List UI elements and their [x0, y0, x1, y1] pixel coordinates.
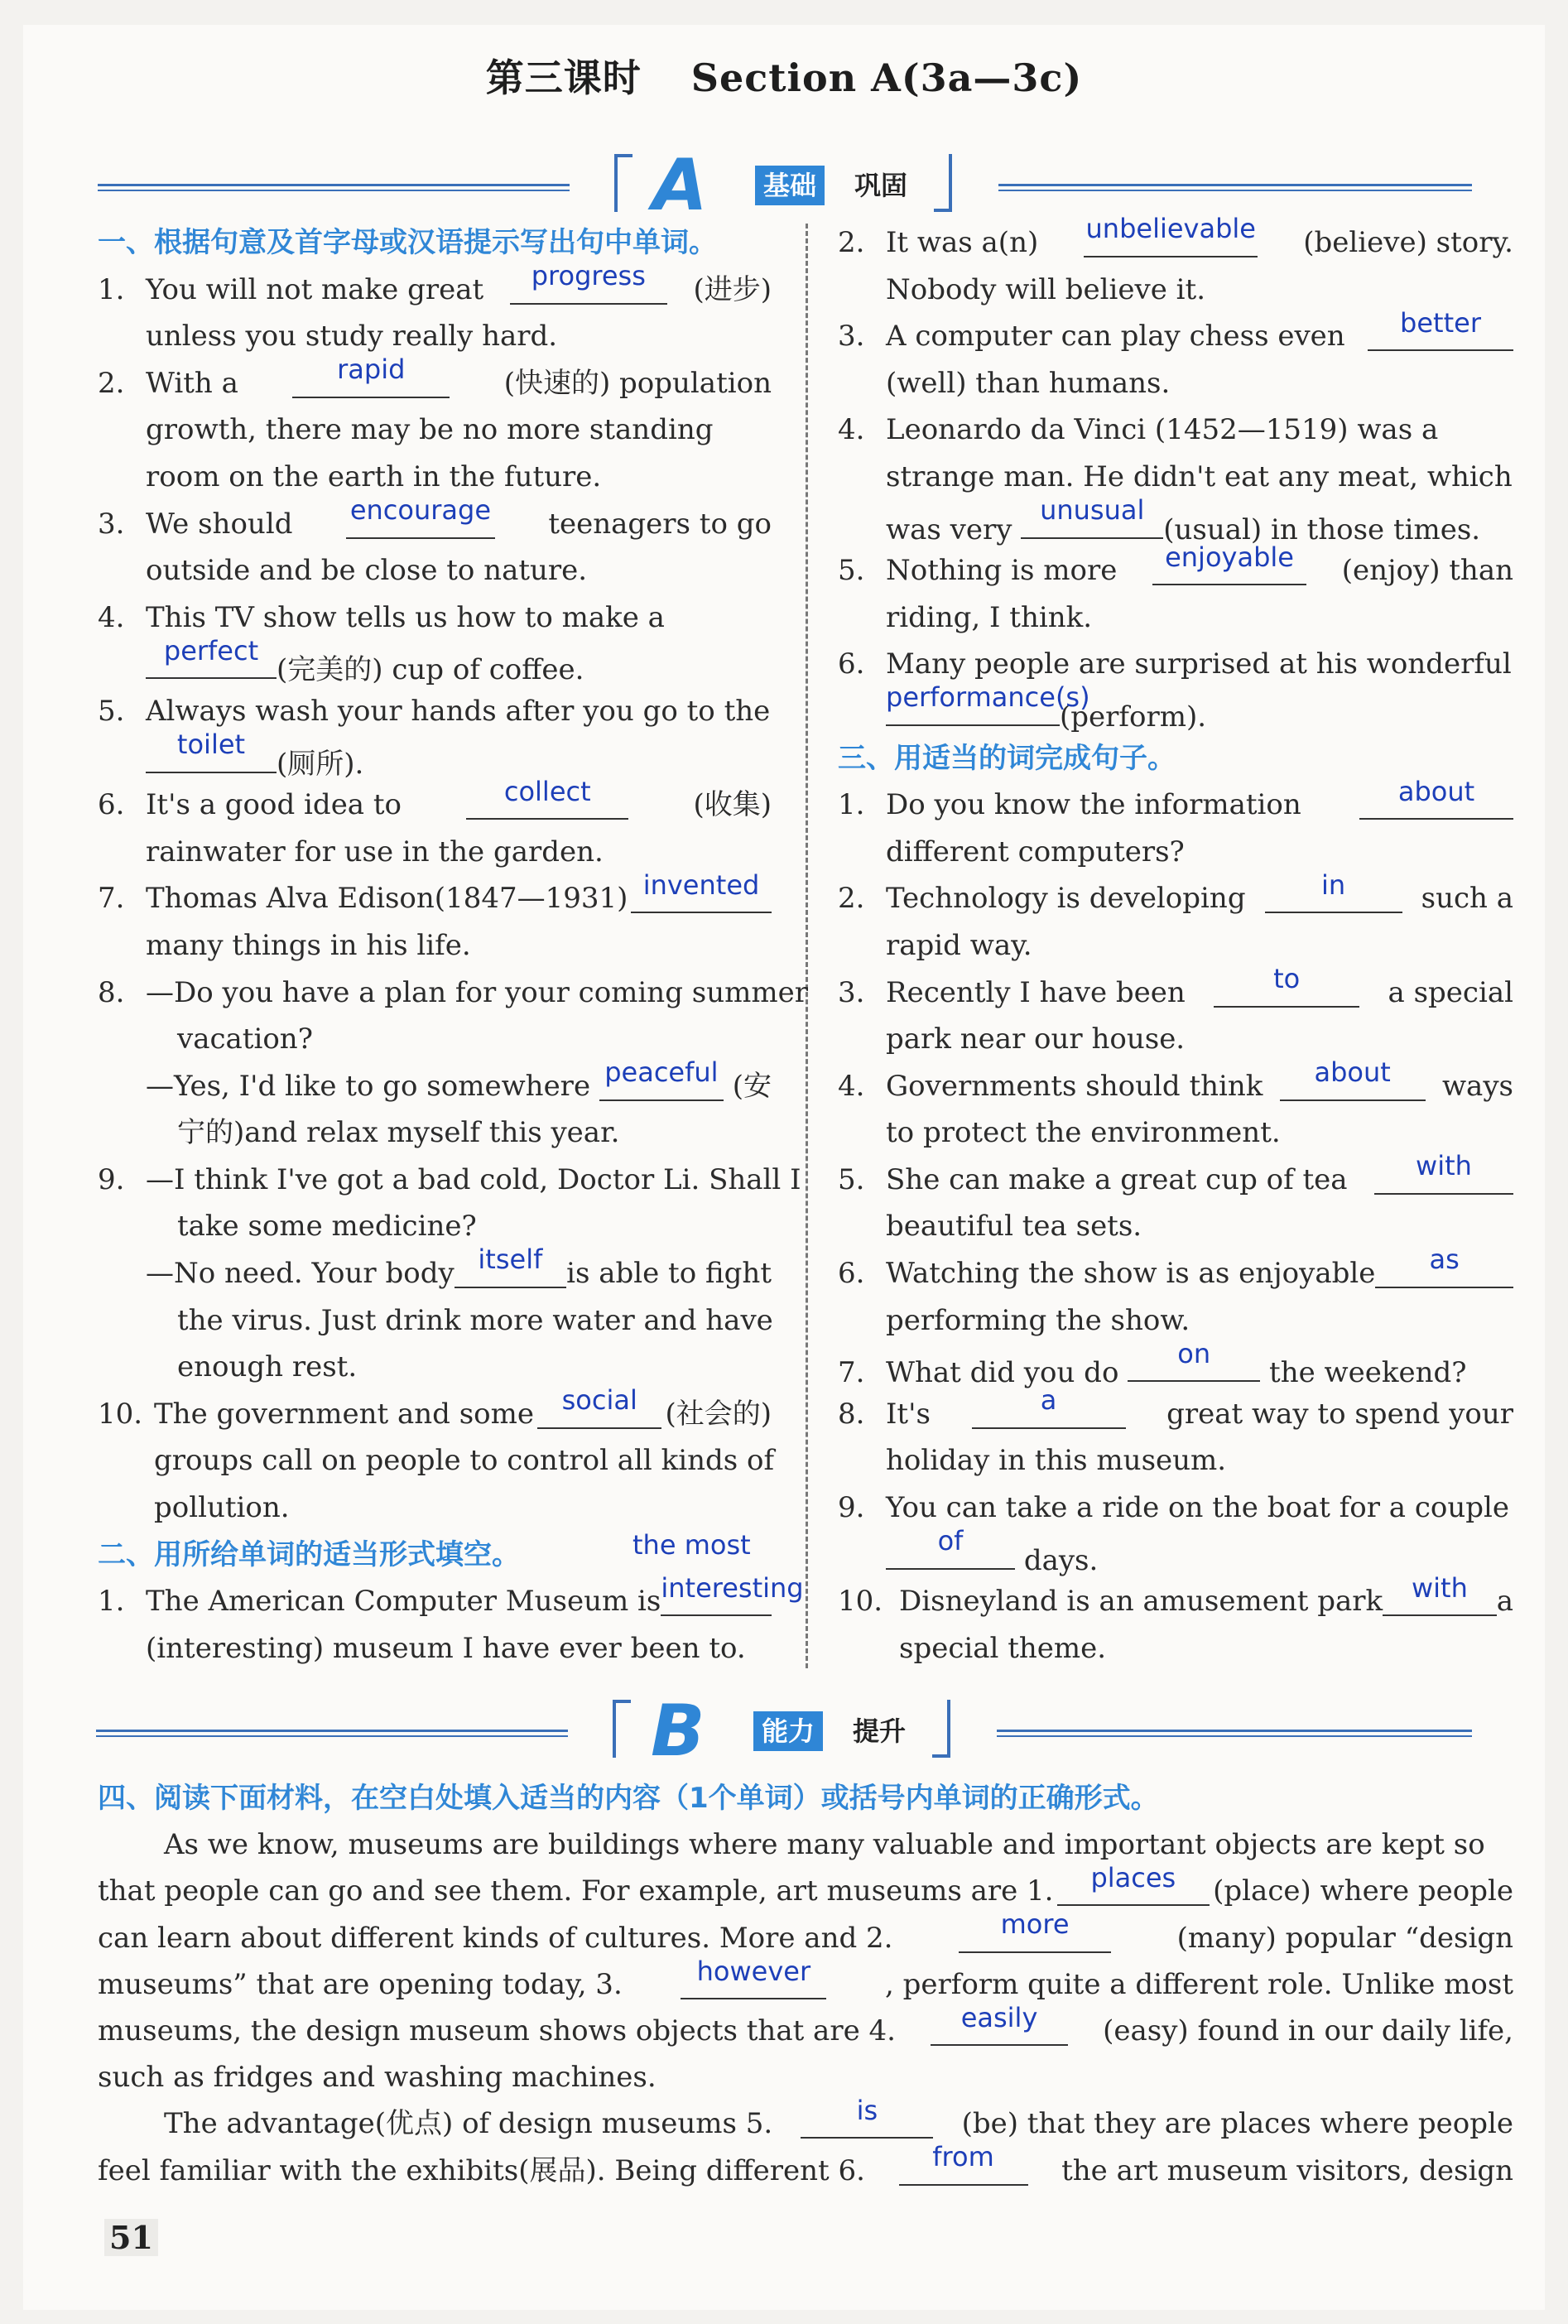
answer-blank: invented: [631, 875, 772, 913]
answer-blank: on: [1128, 1344, 1260, 1382]
item-3-7: 7. What did you do on the weekend?: [838, 1337, 1467, 1390]
answer-blank: perfect: [146, 641, 277, 679]
section-3-heading: 三、用适当的词完成句子。: [838, 741, 1176, 775]
answer-blank: from: [899, 2148, 1028, 2186]
item-3-3: 3. Recently I have been to a special: [838, 962, 1513, 1009]
item-3-9: 9. You can take a ride on the boat for a couple: [838, 1491, 1510, 1525]
item-3-1: 1. Do you know the information about: [838, 782, 1513, 829]
bracket-right: [932, 1700, 950, 1758]
answer-blank: unbelievable: [1084, 219, 1258, 257]
answer-blank: social: [537, 1391, 661, 1429]
answer-blank: progress: [510, 267, 667, 305]
item-1: 1. You will not make great progress (进步): [98, 260, 772, 306]
item-2-3: 3. A computer can play chess even better: [838, 313, 1513, 360]
answer-blank: a: [972, 1391, 1126, 1429]
answer-blank: with: [1383, 1578, 1497, 1616]
page-number: 51: [104, 2219, 158, 2256]
answer-blank: peaceful: [599, 1063, 724, 1101]
answer-blank: performance(s): [886, 688, 1060, 726]
answer-blank: itself: [455, 1250, 566, 1288]
banner-tag: 基础: [755, 166, 825, 205]
banner-tag2: 提升: [853, 1715, 907, 1747]
answer-blank: easily: [931, 2008, 1068, 2046]
item-2-6: 6. Many people are surprised at his wonderful: [838, 647, 1512, 681]
answer-blank: of: [886, 1532, 1015, 1570]
answer-blank: interesting: [661, 1578, 772, 1616]
answer-blank: encourage: [346, 501, 495, 539]
banner-letter-icon: A: [652, 144, 708, 227]
right-column: 2. It was a(n) unbelievable (believe) story. Nobody will believe it. 3. A computer can play chess even better (well) than humans. 4. Leonardo da Vinci (1452—1519) was a strange man. He didn't eat any meat, which was very unusual (usual) in those times. 5. Nothing is more enjoyable (enjoy) than riding, I think. 6. Many people are surprised at his wonderful performance(s) (perform). 三、用适当的词完成句子。 1. Do you know the information about different computers? 2. Technology is developing in such a rapid way. 3. Recently I have been to a special park near our house. 4. Governments should think about ways to protect the environment. 5. She can make a great cup of tea with beautiful tea sets. 6. Watching the show is as enjoyable as performing the show. 7. What did you do on the weekend? 8. It's a great way to spend your holiday in this museum. 9. You can take a ride on the boat for a couple of days. 10. Disneyland is an amusement park with a special theme.: [838, 213, 1513, 1665]
reading-passage: 四、阅读下面材料，在空白处填入适当的内容（1个单词）或括号内单词的正确形式。 As we know, museums are buildings where many valuable and important objects are kept so that people can go and see them. For example, art museums are 1. places (place) where people can learn about different kinds of cultures. More and 2. more (many) popular “design museums” that are opening today, 3. however , perform quite a different role. Unlike most museums, the design museum shows objects that are 4. easily (easy) found in our daily life, such as fridges and washing machines. The advantage(优点) of design museums 5. is (be) that they are places where people feel familiar with the exhibits(展品). Being different 6. from the art museum visitors, design: [98, 1782, 1513, 2187]
answer-blank: with: [1374, 1157, 1513, 1195]
banner-rule-left: [96, 1730, 568, 1738]
item-4: 4. This TV show tells us how to make a: [98, 600, 665, 634]
item-5: 5. Always wash your hands after you go to the: [98, 694, 771, 728]
section-2-heading: 二、用所给单词的适当形式填空。: [98, 1537, 520, 1571]
banner-b: [0, 1690, 1568, 1773]
item-2-4: 4. Leonardo da Vinci (1452—1519) was a: [838, 413, 1439, 447]
bracket-left: [613, 1700, 631, 1758]
item-3-2: 2. Technology is developing in such a: [838, 868, 1513, 916]
banner-a: [0, 144, 1568, 227]
answer-blank: more: [959, 1915, 1111, 1953]
item-3-10: 10. Disneyland is an amusement park with a: [838, 1571, 1513, 1619]
section-4-heading: 四、阅读下面材料，在空白处填入适当的内容（1个单词）或括号内单词的正确形式。: [98, 1782, 1159, 1815]
column-divider: [806, 224, 808, 1668]
answer-blank: rapid: [292, 360, 450, 398]
answer-blank: however: [681, 1961, 826, 1999]
item-2-2: 2. It was a(n) unbelievable (believe) story.: [838, 213, 1513, 259]
item-3-6: 6. Watching the show is as enjoyable as: [838, 1250, 1513, 1297]
banner-rule-left: [98, 184, 570, 192]
answer-blank: is: [801, 2100, 933, 2139]
banner-tag: 能力: [753, 1711, 823, 1751]
item-6: 6. It's a good idea to collect (收集): [98, 775, 772, 822]
answer-blank: collect: [466, 782, 628, 820]
answer-blank: in: [1265, 875, 1402, 913]
answer-blank: toilet: [146, 735, 277, 773]
item-2-1: 1. The American Computer Museum is interesting: [98, 1571, 804, 1619]
answer-blank: about: [1359, 782, 1513, 820]
section-1-heading: 一、根据句意及首字母或汉语提示写出句中单词。: [98, 226, 717, 259]
page-title: [0, 48, 1568, 103]
item-3-4: 4. Governments should think about ways: [838, 1056, 1513, 1103]
item-3: 3. We should encourage teenagers to go: [98, 493, 772, 541]
answer-blank: about: [1280, 1063, 1426, 1101]
answer-note: the most: [632, 1528, 751, 1561]
item-7: 7. Thomas Alva Edison(1847—1931) invented: [98, 875, 772, 922]
item-10: 10. The government and some social (社会的): [98, 1384, 772, 1431]
banner-rule-right: [997, 1730, 1472, 1738]
item-9: 9. —I think I've got a bad cold, Doctor Li. Shall I: [98, 1162, 801, 1196]
answer-blank: enjoyable: [1152, 547, 1306, 585]
item-3-5: 5. She can make a great cup of tea with: [838, 1157, 1513, 1204]
title-english: Section A(3a—3c): [690, 55, 1083, 100]
item-8: 8. —Do you have a plan for your coming summer: [98, 975, 808, 1009]
banner-letter-icon: B: [651, 1690, 705, 1773]
item-2-5: 5. Nothing is more enjoyable (enjoy) than: [838, 541, 1513, 588]
bracket-right: [934, 154, 952, 212]
answer-blank: better: [1368, 313, 1513, 351]
answer-blank: unusual: [1021, 501, 1163, 539]
item-3-8: 8. It's a great way to spend your: [838, 1384, 1513, 1431]
left-column: 一、根据句意及首字母或汉语提示写出句中单词。 1. You will not make great progress (进步) unless you study really hard. 2. With a rapid (快速的) population growth, there may be no more standing room on the earth in the future. 3. We should encourage teenagers to go outside and be close to nature. 4. This TV show tells us how to make a perfect (完美的) cup of coffee. 5. Always wash your hands after you go to the toilet (厕所). 6. It's a good idea to collect (收集) rainwater for use in the garden. 7. Thomas Alva Edison(1847—1931) invented many things in his life. 8. —Do you have a plan for your coming summer vacation? —Yes, I'd like to go somewhere peaceful (安 宁的)and relax myself this year. 9. —I think I've got a bad cold, Doctor Li. Shall I take some medicine? —No need. Your body itself is able to fight the virus. Just drink more water and have enough rest. 10. The government and some social (社会的) groups call on people to control all kinds of pollution. 二、用所给单词的适当形式填空。 the most 1. The American Computer Museum is interesting (interesting) museum I have ever been to.: [98, 226, 808, 1665]
answer-blank: to: [1214, 970, 1359, 1008]
title-chinese: 第三课时: [485, 55, 642, 100]
item-2: 2. With a rapid (快速的) population: [98, 354, 772, 400]
banner-tag2: 巩固: [854, 170, 908, 201]
banner-rule-right: [998, 184, 1472, 192]
bracket-left: [614, 154, 632, 212]
answer-blank: places: [1057, 1868, 1210, 1906]
answer-blank: as: [1375, 1250, 1513, 1288]
